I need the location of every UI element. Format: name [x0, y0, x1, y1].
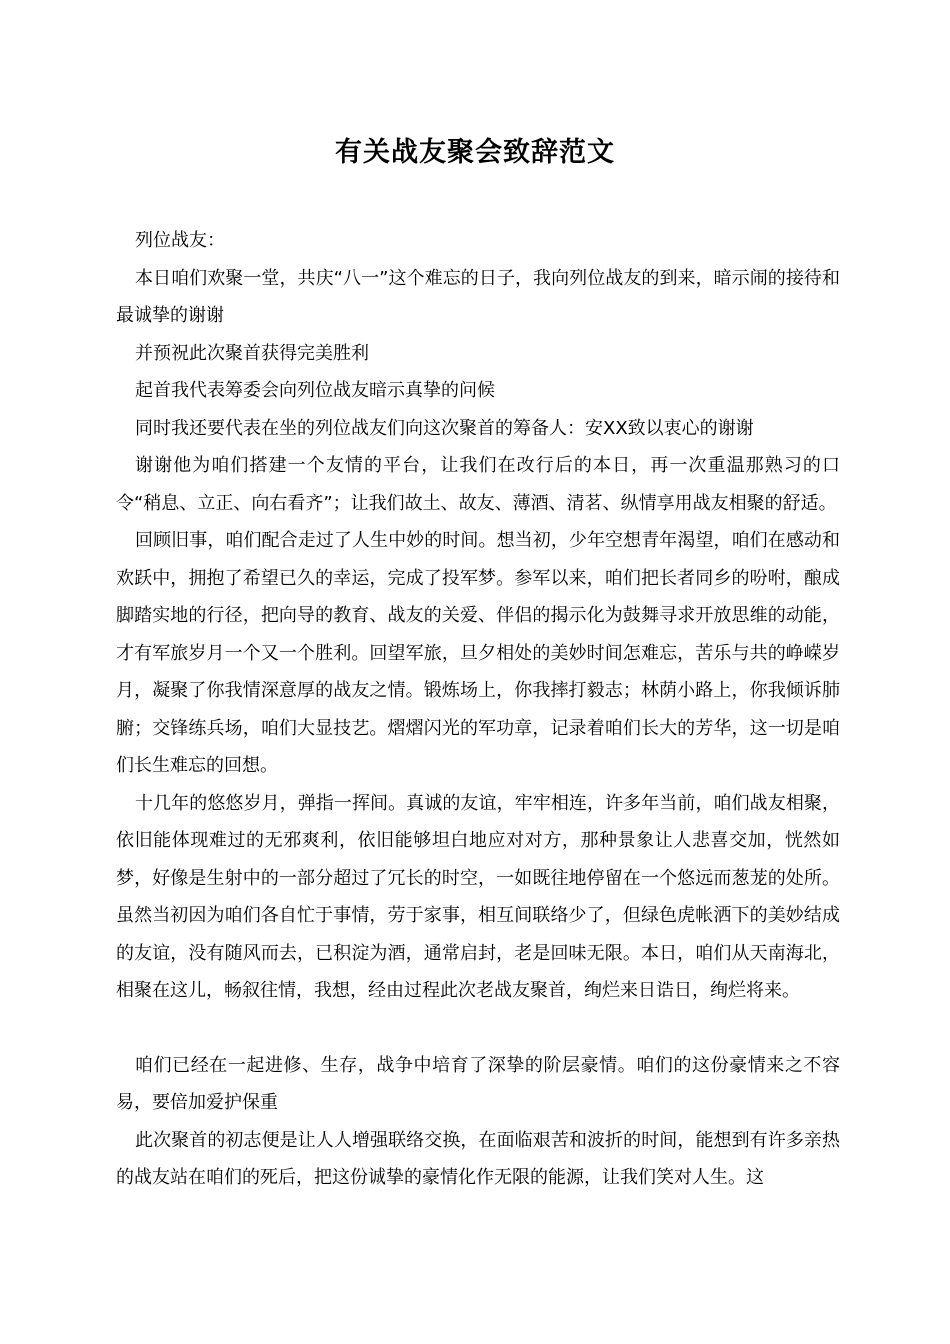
document-body	[116, 222, 840, 1197]
paragraph-greeting: 起首我代表筹委会向列位战友暗示真挚的问候	[135, 380, 495, 401]
paragraph-platform: 谢谢他为咱们搭建一个友情的平台，让我们在改行后的本日，再一次重温那熟习的口令“稍息、立正、向右看齐”；让我们故土、故友、薄酒、清茗、纵情享用战友相聚的舒适。	[116, 455, 840, 514]
paragraph-salutation: 列位战友：	[135, 230, 225, 251]
paragraph-memories: 回顾旧事，咱们配合走过了人生中妙的时间。想当初，少年空想青年渴望，咱们在感动和欢跃中，拥抱了希望已久的幸运，完成了投军梦。参军以来，咱们把长者同乡的吩咐，酿成脚踏实地的行径，把向导的教育、战友的关爱、伴侣的揭示化为鼓舞寻求开放思维的动能，才有军旅岁月一个又一个胜利。回望军旅，旦夕相处的美妙时间怎难忘，苦乐与共的峥嵘岁月，凝聚了你我情深意厚的战友之情。锻炼场上，你我摔打毅志；林荫小路上，你我倾诉肺腑；交锋练兵场，咱们大显技艺。熠熠闪光的军功章，记录着咱们长大的芳华，这一切是咱们长生难忘的回想。	[116, 530, 840, 776]
paragraph-purpose: 此次聚首的初志便是让人人增强联络交换，在面临艰苦和波折的时间，能想到有许多亲热的战友站在咱们的死后，把这份诚挚的豪情化作无限的能源，让我们笑对人生。这	[116, 1129, 840, 1188]
paragraph-welcome: 本日咱们欢聚一堂，共庆“八一”这个难忘的日子，我向列位战友的到来，暗示闹的接待和最诚挚的谢谢	[116, 267, 840, 326]
paragraph-wish: 并预祝此次聚首获得完美胜利	[135, 342, 369, 364]
document-title: 有关战友聚会致辞范文	[335, 137, 615, 168]
paragraph-bond: 咱们已经在一起进修、生存，战争中培育了深挚的阶层豪情。咱们的这份豪情来之不容易，要倍加爱护保重	[116, 1054, 840, 1113]
paragraph-thanks-organizer: 同时我还要代表在坐的列位战友们向这次聚首的筹备人：安XX致以衷心的谢谢	[135, 417, 754, 439]
paragraph-years: 十几年的悠悠岁月，弹指一挥间。真诚的友谊，牢牢相连，许多年当前，咱们战友相聚，依旧能体现难过的无邪爽利，依旧能够坦白地应对对方，那种景象让人悲喜交加，恍然如梦，好像是生射中的一部分超过了冗长的时空，一如既往地停留在一个悠远而葱茏的处所。虽然当初因为咱们各自忙于事情，劳于家事，相互间联络少了，但绿色虎帐洒下的美妙结成的友谊，没有随风而去，已积淀为酒，通常启封，老是回味无限。本日，咱们从天南海北，相聚在这儿，畅叙往情，我想，经由过程此次老战友聚首，绚烂来日诰日，绚烂将来。	[116, 792, 840, 1001]
